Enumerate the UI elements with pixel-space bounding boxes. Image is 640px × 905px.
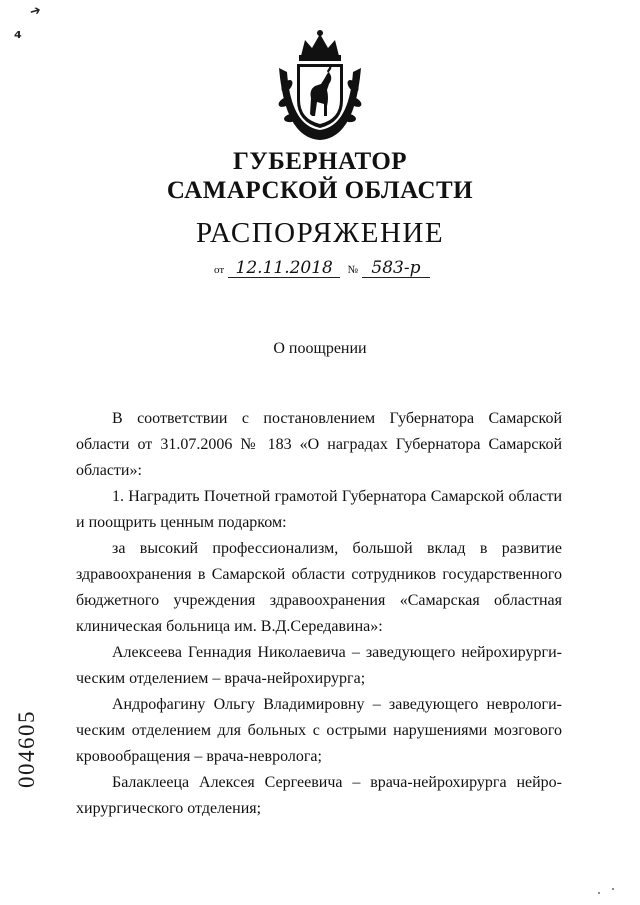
crown-icon xyxy=(299,30,341,61)
body-paragraph: Алексеева Геннадия Николаевича – заведующего нейрохирурги-ческим отделением – врача-нейрохирурга; xyxy=(76,644,562,687)
body-paragraph: 1. Наградить Почетной грамотой Губернатора Самарской области и поощрить ценным подарком: xyxy=(76,488,562,531)
scan-mark-tick: ⁴ xyxy=(14,28,22,49)
issuer-region: САМАРСКОЙ ОБЛАСТИ xyxy=(166,177,474,204)
body-paragraph: Андрофагину Ольгу Владимировну – заведующего неврологи-ческим отделением для больных с острыми нарушениями мозгового кровообращения – врача-невролога; xyxy=(76,696,562,765)
scan-mark-arrow: ➔ xyxy=(28,2,43,21)
coat-of-arms-icon xyxy=(265,28,375,146)
body-paragraph: Балаклееца Алексея Сергеевича – врача-нейрохирурга нейро-хирургического отделения; xyxy=(76,774,562,817)
body-paragraph: за высокий профессионализм, большой вклад в развитие здравоохранения в Самарской области сотрудников государственного бюджетного учреждения здравоохранения «Самарская областная клиническая больница им. В.Д.Середавина»: xyxy=(76,540,562,635)
issuer-title: ГУБЕРНАТОР xyxy=(232,148,408,175)
scan-speck xyxy=(612,888,614,890)
document-date: 12.11.2018 xyxy=(228,259,340,278)
date-number-line xyxy=(0,256,640,283)
number-prefix: № xyxy=(347,264,358,276)
scan-speck xyxy=(598,892,600,894)
document-number: 583-р xyxy=(362,259,430,278)
document-body xyxy=(76,406,562,822)
date-prefix: от xyxy=(214,264,225,276)
margin-serial-number: 004605 xyxy=(14,710,39,788)
document-type: РАСПОРЯЖЕНИЕ xyxy=(195,217,445,249)
document-subject: О поощрении xyxy=(273,340,367,357)
body-paragraph: В соответствии с постановлением Губернатора Самарской области от 31.07.2006 № 183 «О наградах Губернатора Самарской области»: xyxy=(76,410,562,479)
